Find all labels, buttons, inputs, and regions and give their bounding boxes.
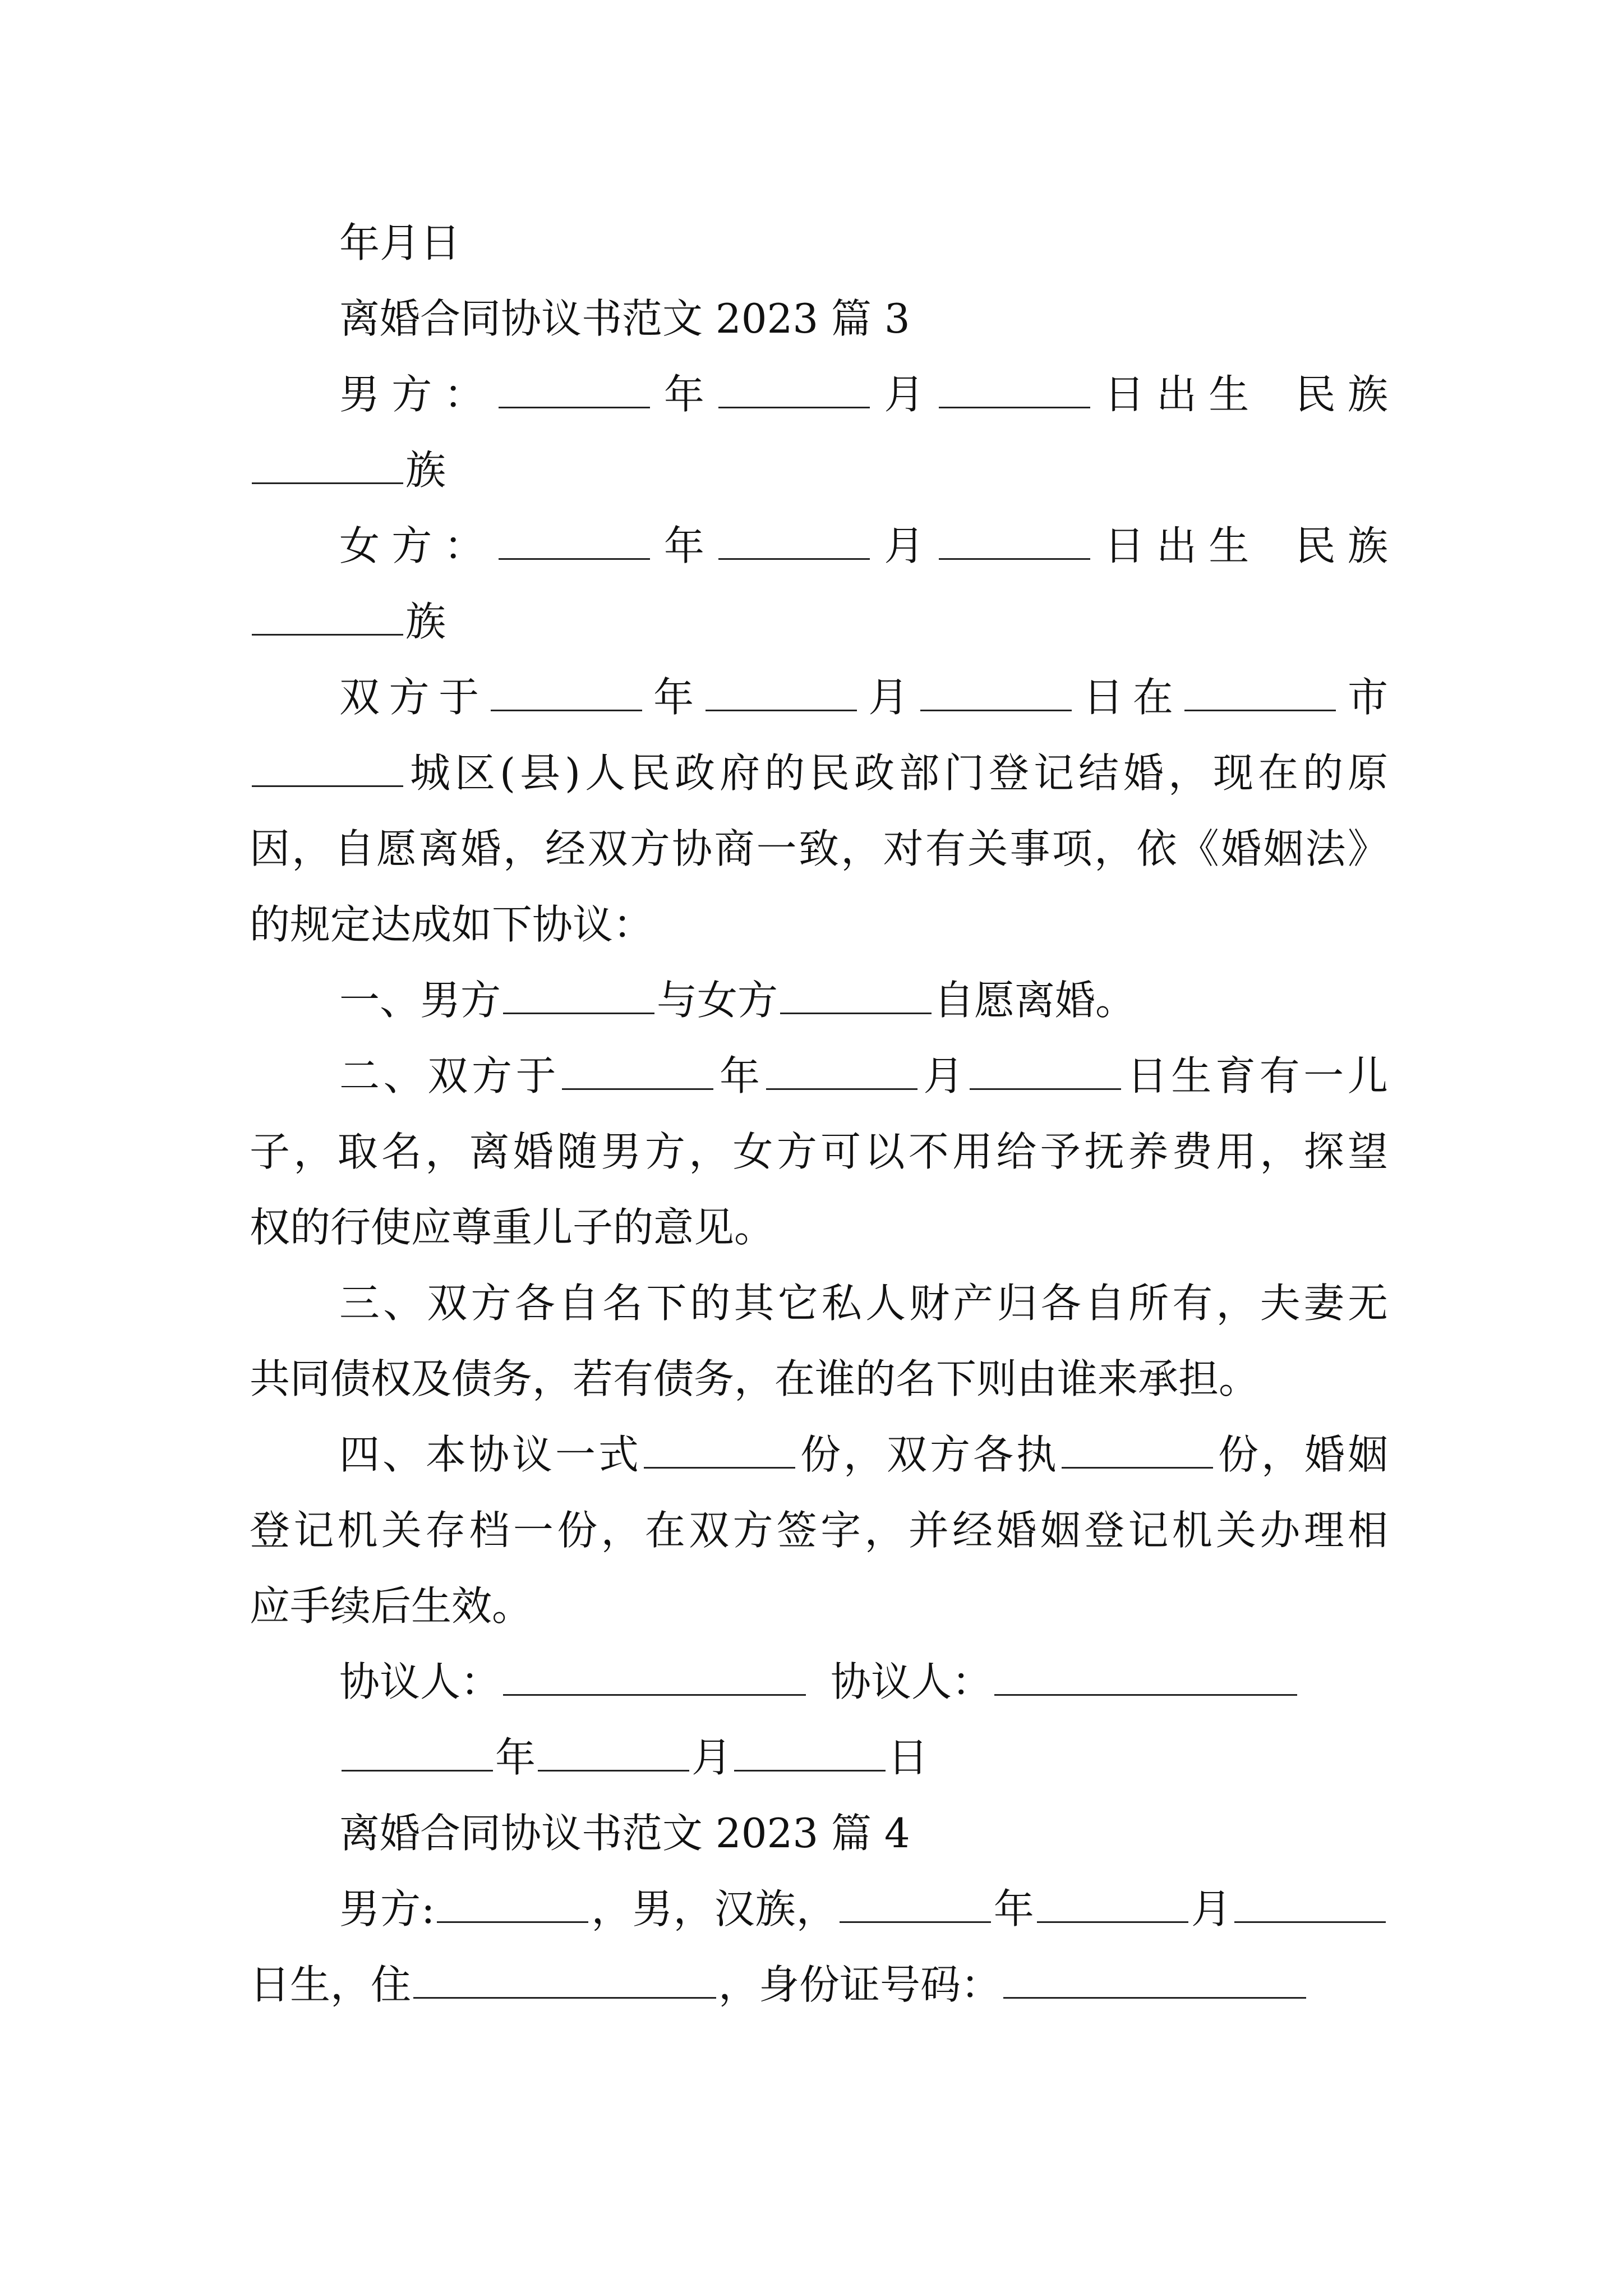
male-party-line (250, 356, 1388, 432)
text: 年 (993, 1885, 1035, 1932)
text: 月 (691, 1734, 732, 1781)
blank-field (766, 1055, 917, 1090)
label: 民族 (1283, 371, 1388, 418)
blank-field (499, 524, 650, 560)
paragraph-line (250, 735, 1388, 811)
heading-text: 离婚合同协议书范文 2023 篇 4 (339, 1810, 910, 1857)
text: 协议人： (339, 1658, 501, 1705)
text: 自愿离婚。 (934, 977, 1136, 1024)
paragraph-line (250, 1492, 1388, 1568)
heading-text: 离婚合同协议书范文 2023 篇 3 (339, 295, 910, 342)
label: 日出生 (1092, 371, 1261, 418)
text: 月 (1190, 1885, 1232, 1932)
text: 年 (716, 1052, 764, 1099)
blank-field (491, 676, 642, 711)
blank-field (499, 373, 650, 408)
signature-line (250, 1644, 1388, 1720)
blank-field (1062, 1433, 1213, 1469)
text: 份，婚姻 (1215, 1431, 1388, 1478)
paragraph-line (250, 1341, 1388, 1417)
clause-2 (250, 1038, 1388, 1114)
text: 的规定达成如下协议： (250, 901, 654, 948)
blank-field (252, 600, 403, 636)
label: 女方： (339, 522, 496, 569)
marriage-date-line (250, 659, 1388, 735)
label: 年 (652, 371, 717, 418)
text: 日 (888, 1734, 929, 1781)
label: 月 (872, 371, 937, 418)
text: 城区(县)人民政府的民政部门登记结婚，现在的原 (405, 749, 1388, 797)
female-party-line (250, 508, 1388, 584)
label: 月 (859, 674, 918, 721)
text: 份，双方各执 (797, 1431, 1059, 1478)
text: 男方: (339, 1885, 435, 1932)
blank-field (939, 373, 1090, 408)
text: 二、双方于 (339, 1052, 560, 1099)
blank-field (718, 524, 870, 560)
male-party-line-2 (250, 1871, 1388, 1947)
blank-field (562, 1055, 713, 1090)
blank-field (718, 373, 870, 408)
blank-field (252, 449, 403, 484)
blank-field (939, 524, 1090, 560)
blank-field (1003, 1963, 1306, 1999)
clause-1 (250, 962, 1388, 1038)
paragraph-line (250, 1568, 1388, 1644)
label: 年 (644, 674, 703, 721)
label: 月 (872, 522, 937, 569)
text: 应手续后生效。 (250, 1582, 533, 1630)
blank-field (780, 979, 932, 1014)
blank-field (413, 1963, 716, 1999)
address-id-line (250, 1947, 1388, 2023)
male-ethnic-line (250, 432, 1388, 508)
blank-field (970, 1055, 1121, 1090)
paragraph-line (250, 1114, 1388, 1190)
text: 与女方 (657, 977, 778, 1024)
date-line (250, 205, 1388, 281)
label: 双方于 (339, 674, 488, 721)
blank-field (840, 1888, 991, 1923)
blank-field (342, 1736, 493, 1772)
blank-field (1037, 1888, 1188, 1923)
paragraph-line (250, 1189, 1388, 1266)
text: 协议人： (831, 1658, 993, 1705)
text: 日生，住 (250, 1961, 412, 2008)
text: ，男，汉族， (591, 1885, 837, 1932)
text: 一、男方 (339, 977, 501, 1024)
text: 年 (495, 1734, 536, 1781)
blank-field (437, 1888, 588, 1923)
signature-date-line (250, 1719, 1388, 1796)
blank-field (252, 752, 403, 787)
section-heading-4 (250, 1795, 1388, 1871)
blank-field (644, 1433, 795, 1469)
female-ethnic-line (250, 583, 1388, 660)
blank-field (734, 1736, 886, 1772)
label: 男方： (339, 371, 496, 418)
text: 日生育有一儿 (1123, 1052, 1388, 1099)
label: 市 (1338, 674, 1388, 721)
text: 权的行使应尊重儿子的意见。 (250, 1204, 775, 1251)
text: 年月日 (339, 219, 461, 266)
clause-4 (250, 1416, 1388, 1493)
blank-field (503, 1660, 806, 1696)
text: 因，自愿离婚，经双方协商一致，对有关事项，依《婚姻法》 (250, 825, 1388, 872)
section-heading-3 (250, 280, 1388, 357)
label: 族 (405, 447, 446, 494)
label: 日出生 (1092, 522, 1261, 569)
label: 民族 (1283, 522, 1388, 569)
label: 族 (405, 598, 446, 645)
clause-3 (250, 1265, 1388, 1341)
blank-field (503, 979, 654, 1014)
blank-field (538, 1736, 689, 1772)
text: 子，取名，离婚随男方，女方可以不用给予抚养费用，探望 (250, 1128, 1388, 1175)
text: 登记机关存档一份，在双方签字，并经婚姻登记机关办理相 (250, 1507, 1388, 1554)
text: 月 (919, 1052, 967, 1099)
blank-field (706, 676, 857, 711)
blank-field (1184, 676, 1336, 711)
label: 日在 (1073, 674, 1183, 721)
blank-field (1234, 1888, 1386, 1923)
text: 共同债权及债务，若有债务，在谁的名下则由谁来承担。 (250, 1355, 1260, 1402)
paragraph-line (250, 811, 1388, 887)
label: 年 (652, 522, 717, 569)
text: 三、双方各自名下的其它私人财产归各自所有，夫妻无 (339, 1280, 1388, 1327)
paragraph-line (250, 886, 1388, 963)
blank-field (994, 1660, 1297, 1696)
blank-field (920, 676, 1072, 711)
text: ，身份证号码： (718, 1961, 1002, 2008)
text: 四、本协议一式 (339, 1431, 642, 1478)
